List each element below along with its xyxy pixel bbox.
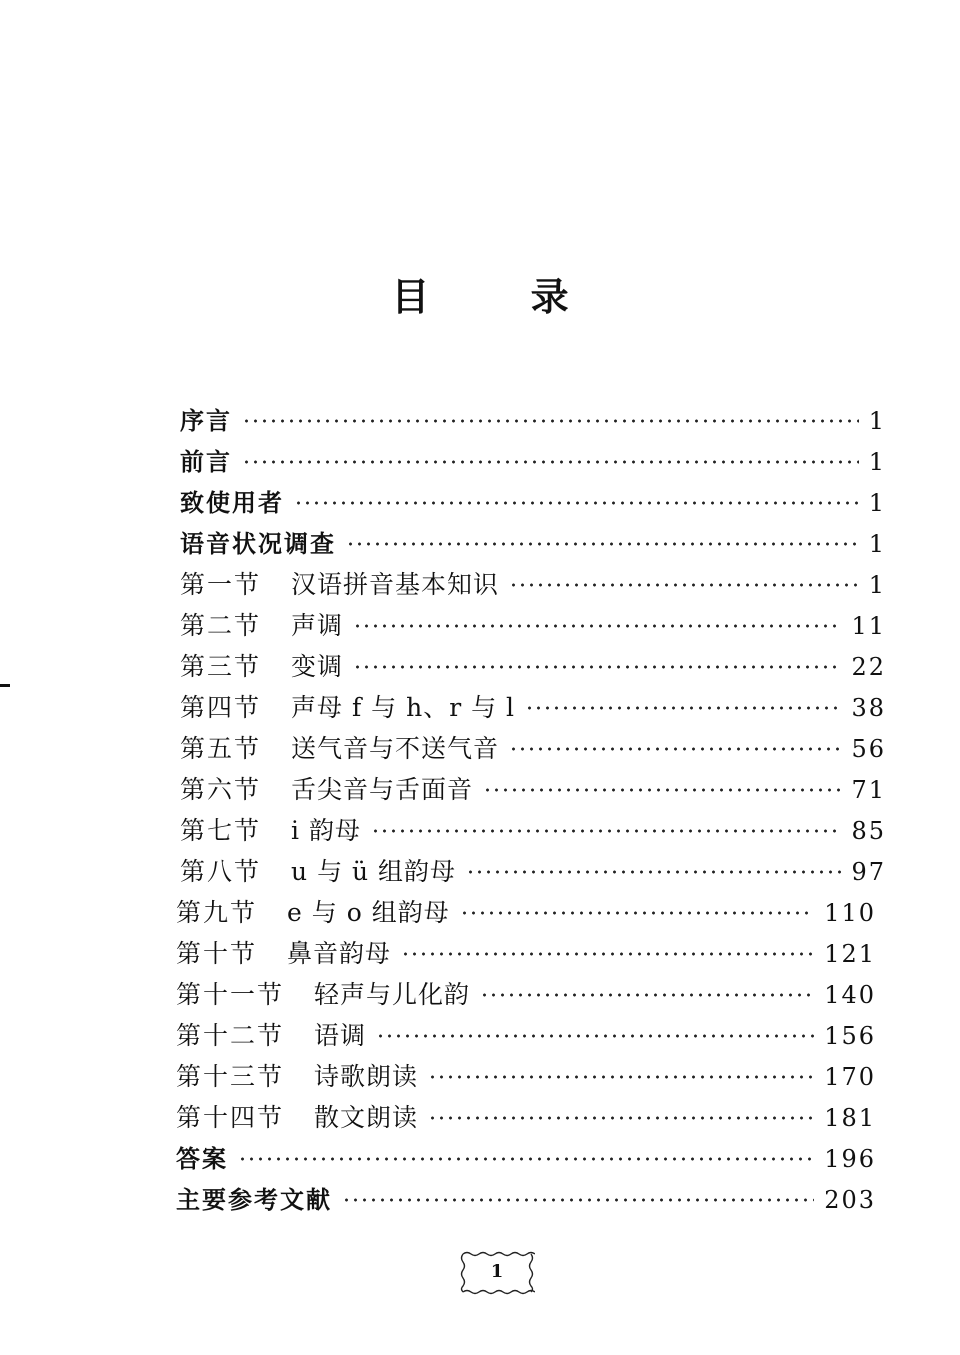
toc-leader-dots (483, 787, 841, 793)
toc-entry (180, 443, 886, 481)
toc-entry-label (176, 935, 391, 973)
toc-section-title: 送气音与不送气音 (291, 734, 500, 763)
toc-section-title: 散文朗读 (314, 1103, 419, 1132)
toc-entry-label (180, 730, 499, 768)
toc-entry (176, 894, 876, 932)
toc-leader-dots (353, 623, 841, 629)
toc-page-number: 71 (851, 776, 886, 804)
toc-section-number: 第十一节 (176, 980, 285, 1009)
toc-entry-label: 致使用者 (180, 489, 284, 517)
toc-section-number: 第十二节 (176, 1021, 285, 1050)
toc-leader-dots (480, 992, 814, 998)
toc-entry (180, 402, 886, 440)
toc-section-title: 诗歌朗读 (314, 1062, 419, 1091)
toc-entry-label (176, 1017, 366, 1055)
toc-page-number: 121 (824, 940, 876, 968)
toc-section-title: i 韵母 (291, 816, 361, 845)
toc-entry-label: 主要参考文献 (176, 1186, 332, 1214)
toc-section-number: 第十四节 (176, 1103, 285, 1132)
toc-leader-dots (376, 1033, 814, 1039)
toc-entry-label (180, 812, 361, 850)
page-number: 1 (490, 1261, 504, 1282)
toc-entry-label: 答案 (176, 1145, 228, 1173)
toc-entry (180, 484, 886, 522)
toc-entry-label: 序言 (180, 407, 232, 435)
toc-page-number: 203 (824, 1186, 876, 1214)
page-title: 目 录 (391, 275, 613, 319)
toc-section-number: 第一节 (180, 570, 262, 599)
toc-entry (180, 812, 886, 850)
toc-entry (176, 976, 876, 1014)
toc-entry (180, 607, 886, 645)
toc-entry-label (180, 689, 515, 727)
toc-section-title: 汉语拼音基本知识 (291, 570, 500, 599)
toc-section-number: 第四节 (180, 693, 262, 722)
toc-page-number: 1 (868, 448, 886, 476)
toc-leader-dots (428, 1074, 814, 1080)
toc-leader-dots (509, 746, 841, 752)
toc-entry-label (180, 607, 343, 645)
toc-entry-label (180, 853, 456, 891)
toc-section-title: 鼻音韵母 (287, 939, 392, 968)
toc-page-number: 110 (824, 899, 876, 927)
toc-section-number: 第十节 (176, 939, 258, 968)
toc-section-title: u 与 ü 组韵母 (291, 857, 457, 886)
toc-entry (176, 1058, 876, 1096)
toc-entry (180, 648, 886, 686)
toc-entry (180, 730, 886, 768)
toc-leader-dots (466, 869, 841, 875)
toc-leader-dots (342, 1197, 814, 1203)
toc-page-number: 1 (868, 407, 886, 435)
toc-section-number: 第五节 (180, 734, 262, 763)
toc-section-number: 第八节 (180, 857, 262, 886)
toc-entry (176, 1099, 876, 1137)
toc-page-number: 140 (824, 981, 876, 1009)
page-number-ornament (459, 1250, 535, 1296)
toc-leader-dots (294, 500, 859, 506)
toc-entry-label (180, 648, 343, 686)
toc-page-number: 22 (851, 653, 886, 681)
toc-leader-dots (238, 1156, 814, 1162)
toc-section-title: 舌尖音与舌面音 (291, 775, 474, 804)
toc-entry-label: 前言 (180, 448, 232, 476)
toc-section-number: 第七节 (180, 816, 262, 845)
toc-leader-dots (242, 459, 859, 465)
toc-section-number: 第十三节 (176, 1062, 285, 1091)
toc-page-number: 196 (824, 1145, 876, 1173)
toc-entry-label (176, 976, 470, 1014)
toc-entry (176, 1017, 876, 1055)
toc-entry (180, 771, 886, 809)
toc-entry (176, 935, 876, 973)
toc-section-title: 声调 (291, 611, 344, 640)
toc-entry-label (180, 771, 473, 809)
toc-entry (176, 1181, 876, 1219)
toc-entry (180, 525, 886, 563)
toc-page-number: 11 (851, 612, 886, 640)
toc-leader-dots (353, 664, 841, 670)
toc-entry-label (176, 1099, 418, 1137)
toc-leader-dots (242, 418, 859, 424)
toc-page-number: 1 (868, 571, 886, 599)
toc-leader-dots (346, 541, 859, 547)
toc-page-number: 85 (851, 817, 886, 845)
toc-page-number: 97 (851, 858, 886, 886)
toc-section-title: e 与 o 组韵母 (287, 898, 450, 927)
toc-entry-label (176, 894, 450, 932)
toc-leader-dots (371, 828, 841, 834)
toc-leader-dots (525, 705, 841, 711)
toc-leader-dots (460, 910, 814, 916)
toc-leader-dots (509, 582, 859, 588)
toc-entry-label (176, 1058, 418, 1096)
toc-entry-label: 语音状况调查 (180, 530, 336, 558)
toc-page-number: 1 (868, 489, 886, 517)
toc-page-number: 170 (824, 1063, 876, 1091)
toc-entry (176, 1140, 876, 1178)
toc-leader-dots (401, 951, 814, 957)
toc-page-number: 181 (824, 1104, 876, 1132)
toc-entry (180, 853, 886, 891)
toc-section-number: 第二节 (180, 611, 262, 640)
toc-page-number: 156 (824, 1022, 876, 1050)
toc-section-title: 声母 f 与 h、r 与 l (291, 693, 516, 722)
toc-section-title: 轻声与儿化韵 (314, 980, 471, 1009)
toc-section-number: 第九节 (176, 898, 258, 927)
toc-page-number: 38 (851, 694, 886, 722)
toc-section-number: 第三节 (180, 652, 262, 681)
toc-section-number: 第六节 (180, 775, 262, 804)
toc-section-title: 变调 (291, 652, 344, 681)
toc-entry-label (180, 566, 499, 604)
toc-section-title: 语调 (314, 1021, 367, 1050)
toc-entry (180, 566, 886, 604)
toc-page-number: 1 (868, 530, 886, 558)
toc-leader-dots (428, 1115, 814, 1121)
margin-mark (0, 684, 10, 687)
toc-page-number: 56 (851, 735, 886, 763)
toc-entry (180, 689, 886, 727)
